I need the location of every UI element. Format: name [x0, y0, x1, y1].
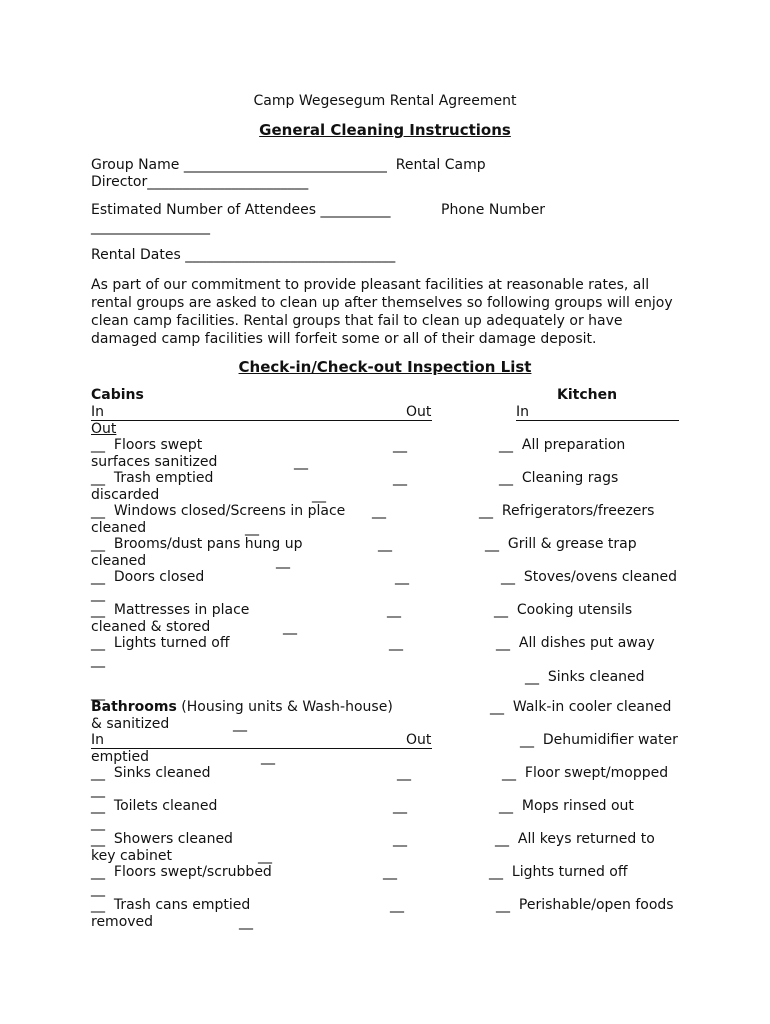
kitchen-out-blank: __: [91, 685, 105, 701]
kitchen-item: __ All dishes put away: [496, 635, 655, 651]
kitchen-out-blank: __: [91, 652, 105, 668]
kitchen-item: __ All keys returned to: [495, 831, 655, 847]
kitchen-item: __ Sinks cleaned: [525, 669, 645, 685]
kitchen-item-wrap: cleaned: [91, 520, 147, 536]
bathrooms-in-out-rule: [91, 732, 432, 749]
bathrooms-subheading: (Housing units & Wash-house): [181, 699, 393, 715]
rental-dates-field: Rental Dates ______________________________: [91, 247, 396, 263]
kitchen-out-blank: __: [276, 553, 290, 569]
kitchen-item: __ Grill & grease trap: [485, 536, 637, 552]
phone-label: Phone Number: [441, 202, 546, 218]
kitchen-item: __ Stoves/ovens cleaned: [501, 569, 677, 585]
intro-paragraph: As part of our commitment to provide pleasant facilities at reasonable rates, all rental groups are asked to clean up after themselves so following groups will enjoy clean camp facilities. Rental groups that fail to clean up adequately or have damaged camp facilities will forfeit some or all of their damage deposit.: [91, 277, 673, 347]
inspection-title: Check-in/Check-out Inspection List: [238, 358, 532, 376]
cabin-out-blank: __: [395, 569, 409, 585]
kitchen-item: __ Floor swept/mopped: [502, 765, 669, 781]
agreement-title: Camp Wegesegum Rental Agreement: [253, 93, 517, 109]
bathrooms-heading: Bathrooms: [91, 699, 177, 715]
cabin-out-blank: __: [387, 602, 401, 618]
kitchen-out-blank: __: [91, 586, 105, 602]
kitchen-out-blank: __: [312, 487, 326, 503]
bathrooms-out-label: Out: [406, 732, 432, 748]
cabin-out-blank: __: [393, 470, 407, 486]
phone-blank: _________________: [91, 219, 210, 235]
cabin-out-blank: __: [393, 437, 407, 453]
cabins-heading: Cabins: [91, 387, 144, 403]
cabin-out-blank: __: [378, 536, 392, 552]
bath-item-sinks: __ Sinks cleaned: [91, 765, 211, 781]
kitchen-item-wrap: cleaned & stored: [91, 619, 211, 635]
instructions-title: General Cleaning Instructions: [259, 121, 511, 139]
bathrooms-in-label: In: [91, 732, 105, 748]
cabin-out-blank: __: [389, 635, 403, 651]
bath-item-floors: __ Floors swept/scrubbed: [91, 864, 272, 880]
bath-item-toilets: __ Toilets cleaned: [91, 798, 218, 814]
kitchen-item-wrap: surfaces sanitized: [91, 454, 218, 470]
group-name-field: Group Name _____________________________ Rental Camp: [91, 157, 486, 173]
kitchen-item: __ Cleaning rags: [499, 470, 619, 486]
kitchen-item-wrap: removed: [91, 914, 154, 930]
director-field: Director_______________________: [91, 174, 309, 190]
bath-out-blank: __: [397, 765, 411, 781]
attendees-field: Estimated Number of Attendees __________: [91, 202, 391, 218]
cabin-item-doors: __ Doors closed: [91, 569, 205, 585]
bath-item-showers: __ Showers cleaned: [91, 831, 233, 847]
kitchen-out-blank: __: [283, 619, 297, 635]
cabin-item-mattresses: __ Mattresses in place: [91, 602, 250, 618]
bath-item-trash: __ Trash cans emptied: [91, 897, 251, 913]
cabin-item-trash: __ Trash emptied: [91, 470, 214, 486]
kitchen-item: __ Walk-in cooler cleaned: [490, 699, 672, 715]
cabin-item-lights: __ Lights turned off: [91, 635, 230, 651]
cabins-out-label: Out: [406, 404, 432, 420]
kitchen-item-wrap: cleaned: [91, 553, 147, 569]
bath-out-blank: __: [393, 798, 407, 814]
cabin-out-blank: __: [372, 503, 386, 519]
bath-out-blank: __: [390, 897, 404, 913]
kitchen-out-label: Out: [91, 421, 117, 437]
kitchen-item: __ All preparation: [499, 437, 626, 453]
cabin-item-brooms: __ Brooms/dust pans hung up: [91, 536, 303, 552]
bath-out-blank: __: [393, 831, 407, 847]
bath-out-blank: __: [383, 864, 397, 880]
kitchen-heading: Kitchen: [557, 387, 618, 403]
kitchen-out-blank: __: [91, 782, 105, 798]
kitchen-item: __ Refrigerators/freezers: [479, 503, 655, 519]
kitchen-out-blank: __: [233, 716, 247, 732]
kitchen-out-blank: __: [261, 749, 275, 765]
cabin-item-floors: __ Floors swept: [91, 437, 203, 453]
kitchen-item: __ Mops rinsed out: [499, 798, 634, 814]
kitchen-item: __ Perishable/open foods: [496, 897, 674, 913]
cabins-in-out-rule: [91, 404, 432, 421]
kitchen-in-rule: [516, 404, 679, 421]
kitchen-out-blank: __: [258, 848, 272, 864]
kitchen-out-blank: __: [91, 881, 105, 897]
kitchen-item-wrap: key cabinet: [91, 848, 172, 864]
cabins-in-label: In: [91, 404, 105, 420]
kitchen-item-wrap: discarded: [91, 487, 160, 503]
kitchen-out-blank: __: [91, 815, 105, 831]
kitchen-out-blank: __: [239, 914, 253, 930]
kitchen-item: __ Lights turned off: [489, 864, 628, 880]
kitchen-out-blank: __: [294, 454, 308, 470]
kitchen-item-wrap: & sanitized: [91, 716, 170, 732]
kitchen-item: __ Dehumidifier water: [520, 732, 678, 748]
kitchen-item: __ Cooking utensils: [494, 602, 633, 618]
cabin-item-windows: __ Windows closed/Screens in place: [91, 503, 346, 519]
kitchen-out-blank: __: [245, 520, 259, 536]
kitchen-item-wrap: emptied: [91, 749, 150, 765]
kitchen-in-label: In: [516, 404, 530, 420]
bathrooms-heading-row: [91, 699, 393, 716]
